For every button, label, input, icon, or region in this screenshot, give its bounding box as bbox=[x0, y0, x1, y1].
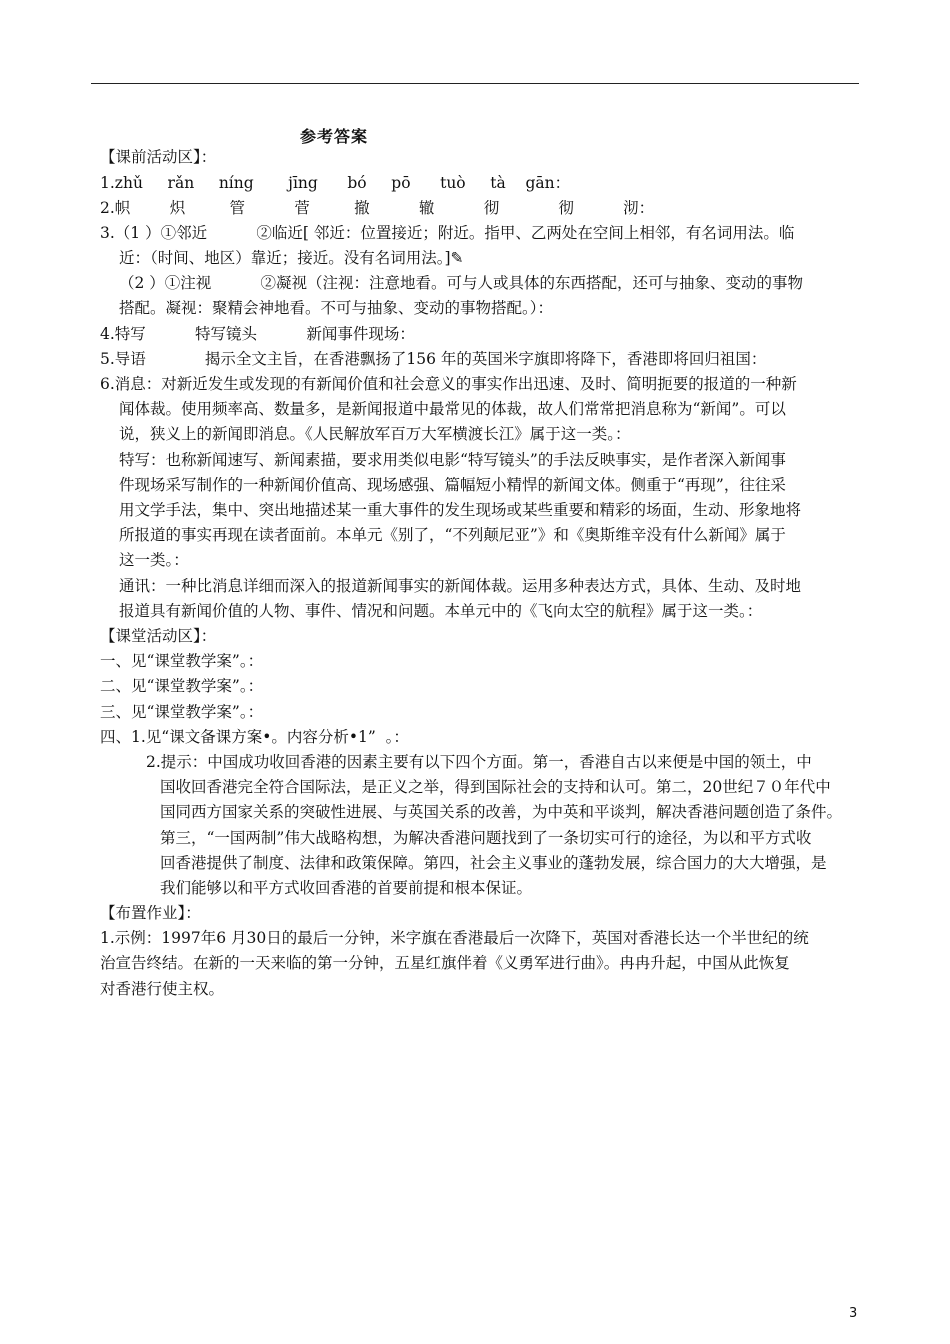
text-line: 近：（时间、地区）靠近；接近。没有名词用法。]✎ bbox=[119, 249, 464, 267]
page-number: 3 bbox=[849, 1306, 858, 1321]
text-line: 这一类。： bbox=[119, 551, 189, 569]
text-line: 2.帜 炽 管 菅 撤 辙 彻 彻 沏： bbox=[100, 199, 655, 217]
text-line: 治宣告终结。在新的一天来临的第一分钟，五星红旗伴着《义勇军进行曲》。冉冉升起，中国从此恢复 bbox=[100, 954, 790, 972]
text-line: 四、1.见“课文备课方案•。内容分析•1” 。： bbox=[100, 728, 409, 746]
text-line: （2 ）①注视 ②凝视（注视：注意地看。可与人或具体的东西搭配，还可与抽象、变动的事物 bbox=[119, 274, 804, 292]
text-line: 国同西方国家关系的突破性进展、与英国关系的改善，为中英和平谈判，解决香港问题创造了条件。 bbox=[160, 803, 843, 821]
page-title: 参考答案 bbox=[300, 127, 369, 146]
text-line: 对香港行使主权。 bbox=[100, 980, 225, 998]
text-line: 3.（1 ）①邻近 ②临近[ 邻近：位置接近；附近。指甲、乙两处在空间上相邻，有名词用法。临 bbox=[100, 224, 795, 242]
text-line: 1.zhǔ rǎn níng jīng bó pō tuò tà gān： bbox=[100, 174, 571, 192]
header-rule bbox=[91, 83, 859, 84]
text-line: 说，狭义上的新闻即消息。《人民解放军百万大军横渡长江》属于这一类。： bbox=[119, 425, 631, 443]
text-line: 通讯：一种比消息详细而深入的报道新闻事实的新闻体裁。运用多种表达方式，具体、生动、及时地 bbox=[119, 577, 802, 595]
text-line: 4.特写 特写镜头 新闻事件现场： bbox=[100, 325, 415, 343]
text-line: 【布置作业】： bbox=[100, 904, 201, 922]
text-line: 【课堂活动区】： bbox=[100, 627, 217, 645]
text-line: 6.消息：对新近发生或发现的有新闻价值和社会意义的事实作出迅速、及时、简明扼要的报道的一种新 bbox=[100, 375, 797, 393]
text-line: 二、见“课堂教学案”。： bbox=[100, 677, 264, 695]
text-line: 搭配。凝视：聚精会神地看。不可与抽象、变动的事物搭配。）： bbox=[119, 299, 554, 317]
text-line: 5.导语 揭示全文主旨，在香港飘扬了156 年的英国米字旗即将降下，香港即将回归祖国： bbox=[100, 350, 767, 368]
text-line: 回香港提供了制度、法律和政策保障。第四，社会主义事业的蓬勃发展，综合国力的大大增强，是 bbox=[160, 854, 827, 872]
text-line: 一、见“课堂教学案”。： bbox=[100, 652, 264, 670]
text-line: 闻体裁。使用频率高、数量多，是新闻报道中最常见的体裁，故人们常常把消息称为“新闻”。可以 bbox=[119, 400, 786, 418]
text-line: 特写：也称新闻速写、新闻素描，要求用类似电影“特写镜头”的手法反映事实，是作者深入新闻事 bbox=[119, 451, 786, 469]
text-line: 国收回香港完全符合国际法，是正义之举，得到国际社会的支持和认可。第二，20世纪７０年代中 bbox=[160, 778, 831, 796]
text-line: 用文学手法，集中、突出地描述某一重大事件的发生现场或某些重要和精彩的场面，生动、形象地将 bbox=[119, 501, 802, 519]
text-line: 件现场采写制作的一种新闻价值高、现场感强、篇幅短小精悍的新闻文体。侧重于“再现”，往往采 bbox=[119, 476, 786, 494]
text-line: 【课前活动区】： bbox=[100, 148, 217, 166]
text-line: 2.提示：中国成功收回香港的因素主要有以下四个方面。第一，香港自古以来便是中国的领土，中 bbox=[146, 753, 812, 771]
text-line: 报道具有新闻价值的人物、事件、情况和问题。本单元中的《飞向太空的航程》属于这一类。： bbox=[119, 602, 763, 620]
text-line: 所报道的事实再现在读者面前。本单元《别了，“不列颠尼亚”》和《奥斯维辛没有什么新闻》属于 bbox=[119, 526, 786, 544]
text-line: 第三，“一国两制”伟大战略构想，为解决香港问题找到了一条切实可行的途径，为以和平方式收 bbox=[160, 829, 812, 847]
text-line: 1.示例：1997年6 月30日的最后一分钟，米字旗在香港最后一次降下，英国对香港长达一个半世纪的统 bbox=[100, 929, 809, 947]
text-line: 三、见“课堂教学案”。： bbox=[100, 703, 264, 721]
text-line: 我们能够以和平方式收回香港的首要前提和根本保证。 bbox=[160, 879, 533, 897]
